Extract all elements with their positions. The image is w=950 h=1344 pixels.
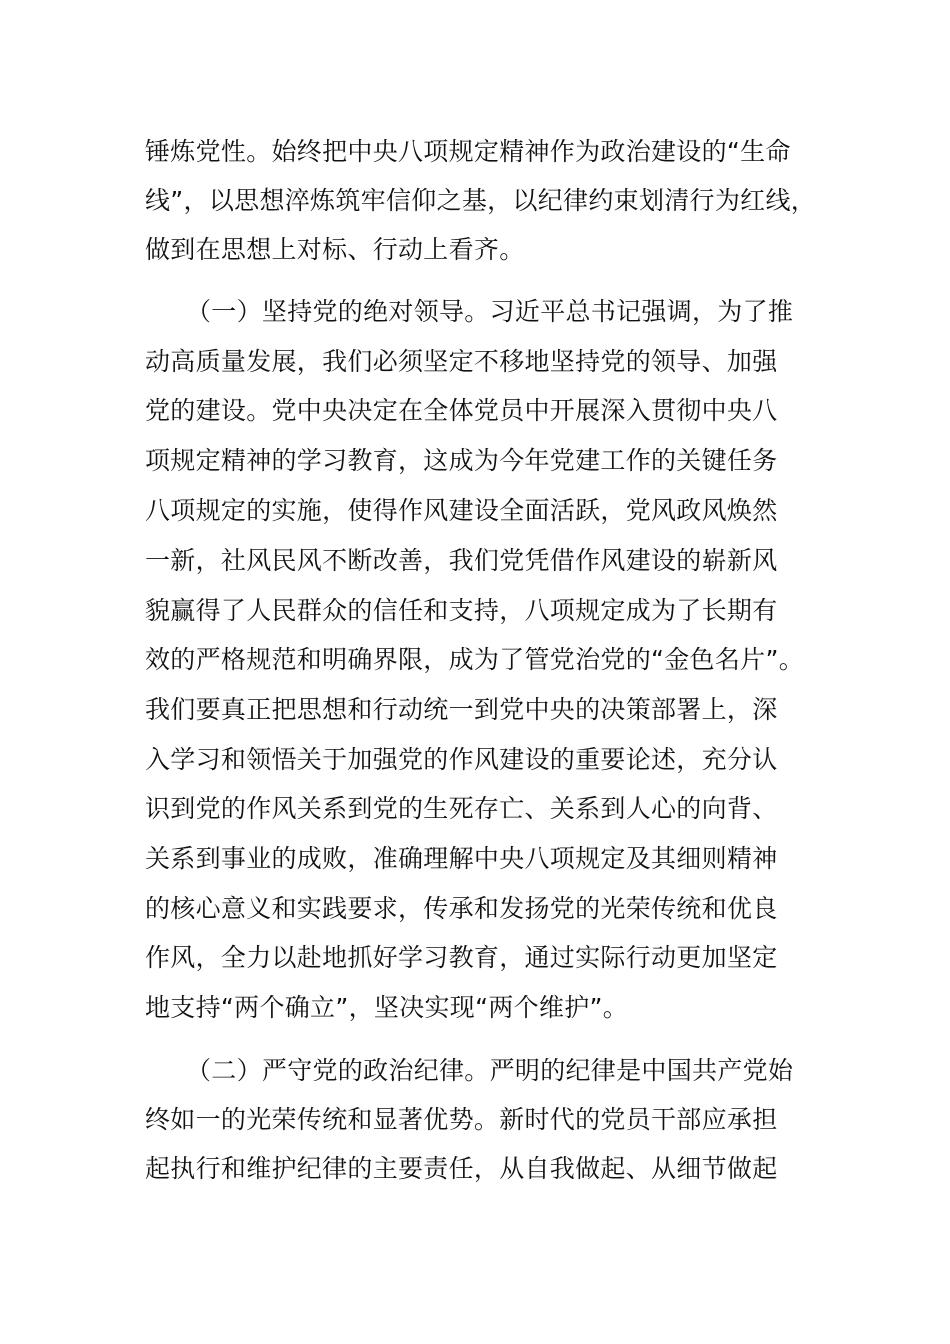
section-one-heading-line: （一）坚持党的绝对领导。习近平总书记强调，为了推 xyxy=(186,297,794,326)
text-line: 一新，社风民风不断改善，我们党凭借作风建设的崭新风 xyxy=(145,546,778,575)
text-line: 貌赢得了人民群众的信任和支持，八项规定成为了长期有 xyxy=(145,596,778,625)
text-line: 项规定精神的学习教育，这成为今年党建工作的关键任务 xyxy=(145,446,778,475)
text-line: 动高质量发展，我们必须坚定不移地坚持党的领导、加强 xyxy=(145,347,778,376)
text-line: 入学习和领悟关于加强党的作风建设的重要论述，充分认 xyxy=(145,745,778,774)
text-line: 关系到事业的成败，准确理解中央八项规定及其细则精神 xyxy=(145,844,778,873)
text-line: 线”，以思想淬炼筑牢信仰之基，以纪律约束划清行为红线， xyxy=(145,186,817,215)
text-line: 做到在思想上对标、行动上看齐。 xyxy=(145,235,525,264)
text-line: 八项规定的实施，使得作风建设全面活跃，党风政风焕然 xyxy=(145,496,778,525)
text-line: 作风，全力以赴地抓好学习教育，通过实际行动更加坚定 xyxy=(145,943,778,972)
text-line: 我们要真正把思想和行动统一到党中央的决策部署上，深 xyxy=(145,695,778,724)
text-line: 党的建设。党中央决定在全体党员中开展深入贯彻中央八 xyxy=(145,396,778,425)
section-two-heading-line: （二）严守党的政治纪律。严明的纪律是中国共产党始 xyxy=(186,1056,794,1085)
text-line: 锤炼党性。始终把中央八项规定精神作为政治建设的“生命 xyxy=(145,137,791,166)
text-line: 的核心意义和实践要求，传承和发扬党的光荣传统和优良 xyxy=(145,894,778,923)
text-line: 起执行和维护纪律的主要责任，从自我做起、从细节做起 xyxy=(145,1154,778,1183)
text-line: 终如一的光荣传统和显著优势。新时代的党员干部应承担 xyxy=(145,1105,778,1134)
text-line: 地支持“两个确立”，坚决实现“两个维护”。 xyxy=(145,993,629,1022)
text-line: 识到党的作风关系到党的生死存亡、关系到人心的向背、 xyxy=(145,794,778,823)
text-line: 效的严格规范和明确界限，成为了管党治党的“金色名片”。 xyxy=(145,645,805,674)
